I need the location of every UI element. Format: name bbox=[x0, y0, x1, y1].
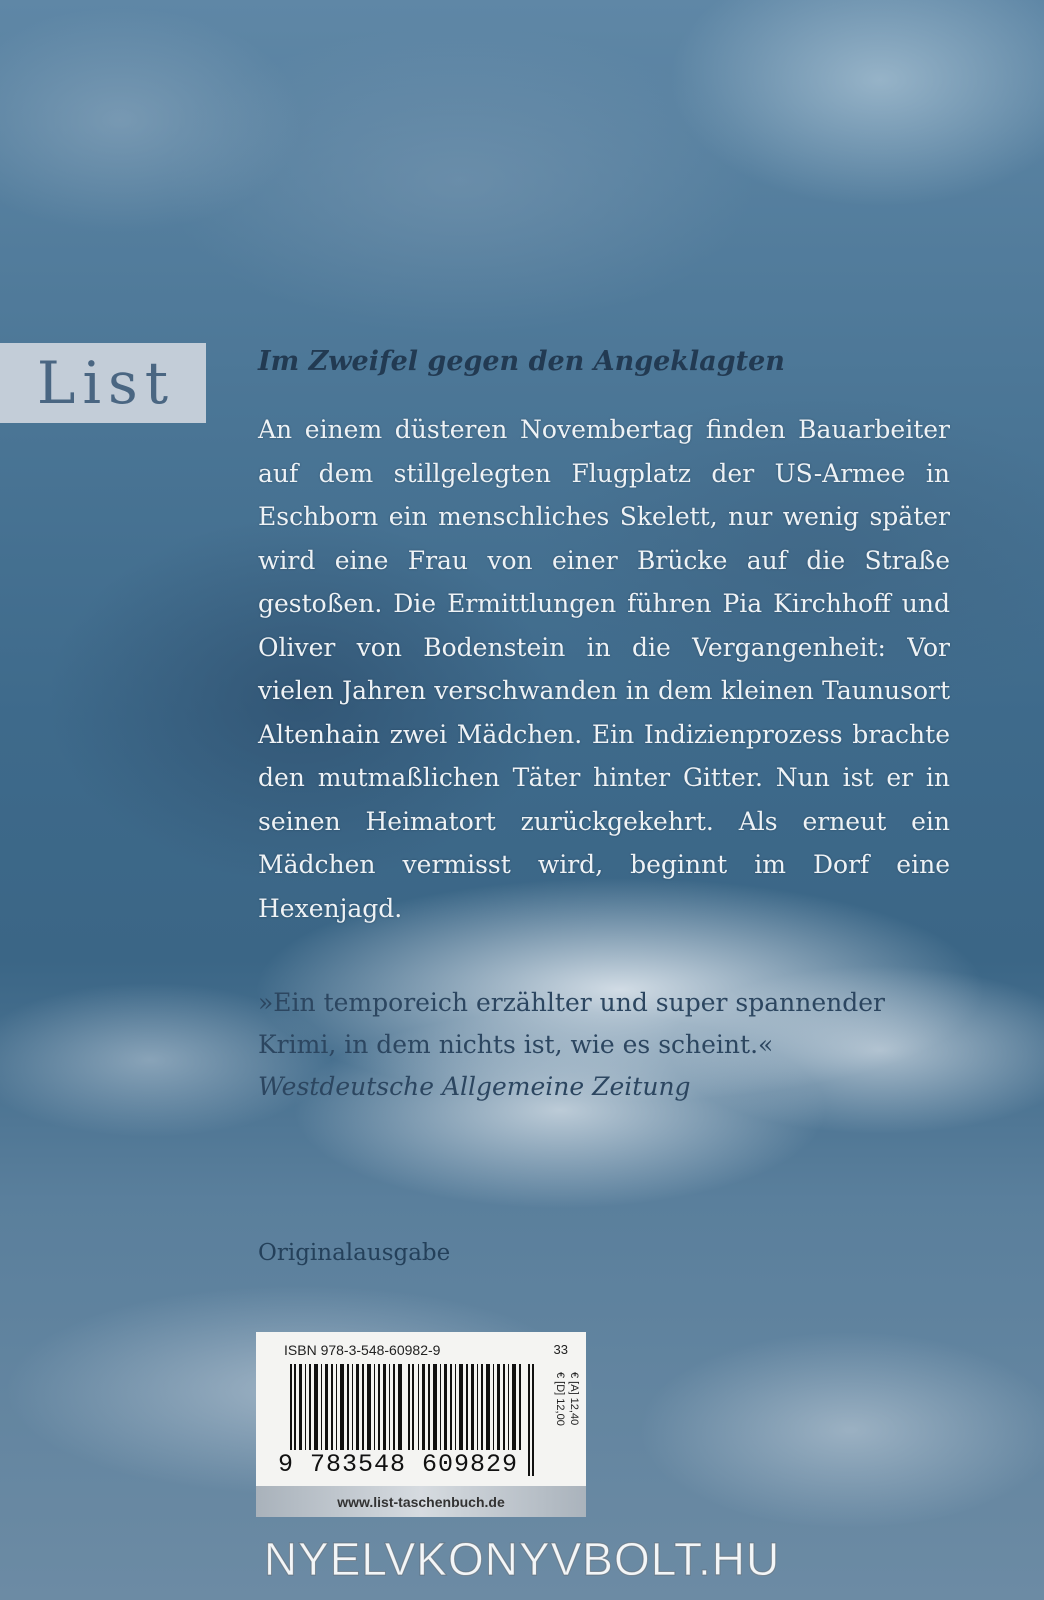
quote-text: »Ein temporeich erzählter und super spannender Krimi, in dem nichts ist, wie es scheint.« bbox=[258, 988, 886, 1059]
ean-number: 9 783548 609829 bbox=[278, 1450, 519, 1479]
blurb-text: An einem düsteren Novembertag finden Bauarbeiter auf dem stillgelegten Flugplatz der US-Armee in Eschborn ein menschliches Skelett, nur wenig später wird eine Frau von einer Brücke auf die Straße gestoßen. Die Ermittlungen führen Pia Kirchhoff und Oliver von Bodenstein in die Vergangenheit: Vor vielen Jahren verschwanden in dem kleinen Taunusort Altenhain zwei Mädchen. Ein Indizienprozess brachte den mutmaßlichen Täter hinter Gitter. Nun ist er in seinen Heimatort zurückgekehrt. Als erneut ein Mädchen vermisst wird, beginnt im Dorf eine Hexenjagd. bbox=[258, 415, 950, 923]
edition-label: Originalausgabe bbox=[258, 1240, 451, 1266]
publisher-logo bbox=[0, 343, 206, 423]
barcode-panel bbox=[256, 1332, 586, 1517]
watermark-text: NYELVKONYVBOLT.HU bbox=[263, 1533, 781, 1585]
product-code: 33 bbox=[553, 1342, 568, 1357]
publisher-logo-text: List bbox=[36, 349, 176, 417]
price-de: € [D] 12,00 bbox=[554, 1372, 566, 1426]
review-quote bbox=[258, 982, 950, 1108]
price-block bbox=[552, 1372, 586, 1482]
quote-source: Westdeutsche Allgemeine Zeitung bbox=[258, 1072, 691, 1101]
book-title: Im Zweifel gegen den Angeklagten bbox=[258, 346, 785, 377]
publisher-url: www.list-taschenbuch.de bbox=[256, 1486, 586, 1517]
price-at: € [A] 12,40 bbox=[568, 1372, 580, 1426]
isbn-text: ISBN 978-3-548-60982-9 bbox=[284, 1342, 441, 1358]
